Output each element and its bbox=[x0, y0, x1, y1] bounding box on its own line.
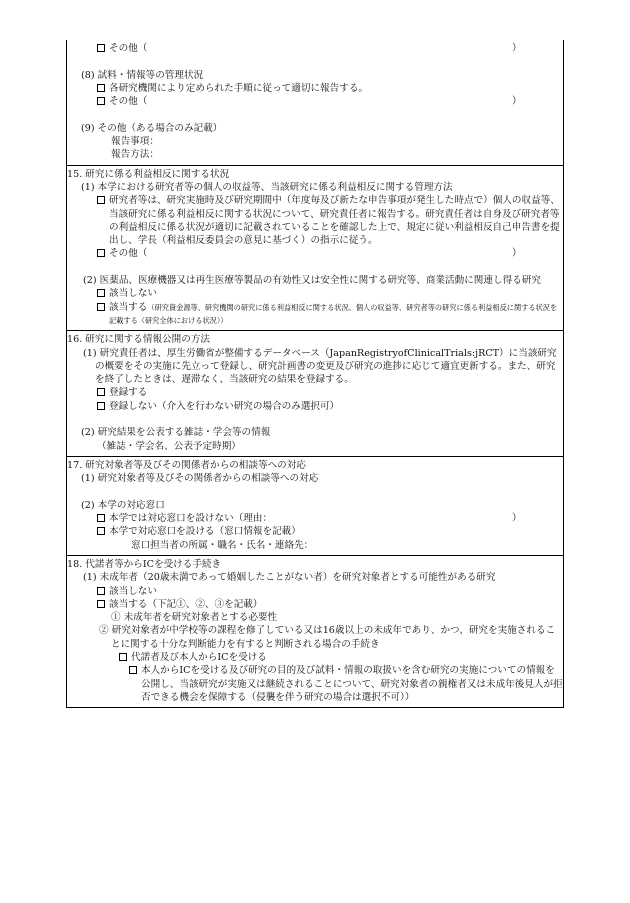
section-16 bbox=[67, 330, 563, 456]
section-15-sub1: (1) 本学における研究者等の個人の収益等、当該研究に係る利益相反に関する管理方法 bbox=[81, 181, 453, 193]
checkbox[interactable] bbox=[97, 249, 105, 257]
section-continued bbox=[67, 40, 563, 165]
checkbox-row[interactable]: 該当しない bbox=[67, 287, 563, 300]
checkbox[interactable] bbox=[97, 527, 105, 535]
checkbox-row[interactable]: 登録する bbox=[67, 386, 563, 399]
section-16-title: 16. 研究に関する情報公開の方法 bbox=[67, 334, 211, 346]
section-15-sub2: (2) 医薬品、医療機器又は再生医療等製品の有効性又は安全性に関する研究等、商業活動に関連し得る研究 bbox=[83, 275, 541, 287]
subsection-8-heading: (8) 試料・情報等の管理状況 bbox=[81, 69, 204, 81]
section-15-title: 15. 研究に係る利益相反に関する状況 bbox=[67, 168, 230, 180]
subsection-9-heading: (9) その他（ある場合のみ記載） bbox=[81, 122, 223, 134]
checkbox-row[interactable]: 研究者等は、研究実施時及び研究期間中（年度毎及び新たな申告事項が発生した時点で）個人の収益等、当該研究に係る利益相反に関する状況について、研究責任者に報告する。研究責任者は自身及び研究者等の利益相反に係る状況が適切に記載されていることを確認した上で、規定に従い利益相反自己申告書を提出し、学長（利益相反委員会の意見に基づく）の指示に従う。 bbox=[67, 194, 563, 247]
section-18-title: 18. 代諾者等からICを受ける手続き bbox=[67, 558, 222, 570]
section-16-sub1: (1) 研究責任者は、厚生労働省が整備するデータベース（JapanRegistryofClinicalTrials:jRCT）に当該研究の概要をその実施に先立って登録し、研究計画書の変更及び研究の進捗に応じて適宜更新する。また、研究を終了したときは、遅滞なく、当該研究の結果を登録する。 bbox=[83, 347, 557, 386]
checkbox[interactable] bbox=[97, 44, 105, 52]
section-17-sub1: (1) 研究対象者等及びその関係者からの相談等への対応 bbox=[81, 473, 319, 485]
checkbox-row[interactable]: 本学では対応窓口を設けない（理由： ） bbox=[67, 512, 563, 525]
section-16-sub2-note: （雑誌・学会名、公表予定時期） bbox=[97, 440, 241, 452]
document-table bbox=[66, 40, 564, 708]
section-17-sub2: (2) 本学の対応窓口 bbox=[81, 499, 165, 511]
section-16-sub2: (2) 研究結果を公表する雑誌・学会等の情報 bbox=[81, 427, 271, 439]
checkbox-row[interactable]: 本人からICを受ける及び研究の目的及び試料・情報の取扱いを含む研究の実施についての情報を公開し、当該研究が実施又は継続されることについて、研究対象者の親権者又は未成年後見人が拒否できる機会を保障する（侵襲を伴う研究の場合は選択不可）） bbox=[67, 664, 563, 704]
checkbox-row[interactable]: 該当する（研究資金源等、研究機関の研究に係る利益相反に関する状況、個人の収益等、研究者等の研究に係る利益相反に関する状況を記載する（研究全体における状況）） bbox=[67, 301, 563, 328]
checkbox-row[interactable]: 該当する（下記①、②、③を記載） bbox=[67, 598, 563, 611]
section-18-sub1: (1) 未成年者（20歳未満であって婚姻したことがない者）を研究対象者とする可能性がある研究 bbox=[83, 572, 496, 584]
checkbox[interactable] bbox=[97, 402, 105, 410]
checkbox[interactable] bbox=[97, 587, 105, 595]
section-17 bbox=[67, 456, 563, 555]
checkbox[interactable] bbox=[97, 600, 105, 608]
checkbox-row[interactable]: 該当しない bbox=[67, 585, 563, 598]
contact-info: 窓口担当者の所属・職名・氏名・連絡先： bbox=[131, 539, 314, 551]
checkbox[interactable] bbox=[129, 666, 137, 674]
checkbox-row[interactable]: 本学で対応窓口を設ける（窓口情報を記載） bbox=[67, 525, 563, 538]
checkbox-row[interactable]: その他（ ） bbox=[67, 42, 563, 55]
section-15 bbox=[67, 165, 563, 331]
checkbox[interactable] bbox=[97, 289, 105, 297]
checkbox[interactable] bbox=[97, 303, 105, 311]
checkbox-row[interactable]: その他（ ） bbox=[67, 95, 563, 108]
item-1: ① 未成年者を研究対象者とする必要性 bbox=[111, 612, 278, 624]
checkbox-row[interactable]: 代諾者及び本人からICを受ける bbox=[67, 651, 563, 664]
section-17-title: 17. 研究対象者等及びその関係者からの相談等への対応 bbox=[67, 459, 306, 471]
report-item: 報告事項： bbox=[111, 136, 159, 148]
section-18 bbox=[67, 555, 563, 707]
checkbox[interactable] bbox=[97, 514, 105, 522]
checkbox[interactable] bbox=[97, 84, 105, 92]
checkbox[interactable] bbox=[97, 388, 105, 396]
checkbox-row[interactable]: その他（ ） bbox=[67, 247, 563, 260]
checkbox[interactable] bbox=[119, 653, 127, 661]
checkbox-row[interactable]: 登録しない（介入を行わない研究の場合のみ選択可） bbox=[67, 400, 563, 413]
checkbox-row[interactable]: 各研究機関により定められた手順に従って適切に報告する。 bbox=[67, 82, 563, 95]
item-2: ② 研究対象者が中学校等の課程を修了している又は16歳以上の未成年であり、かつ、研究を実施されることに関する十分な判断能力を有すると判断される場合の手続き bbox=[99, 625, 556, 650]
checkbox[interactable] bbox=[97, 97, 105, 105]
report-method: 報告方法： bbox=[111, 149, 159, 161]
checkbox[interactable] bbox=[97, 196, 105, 204]
